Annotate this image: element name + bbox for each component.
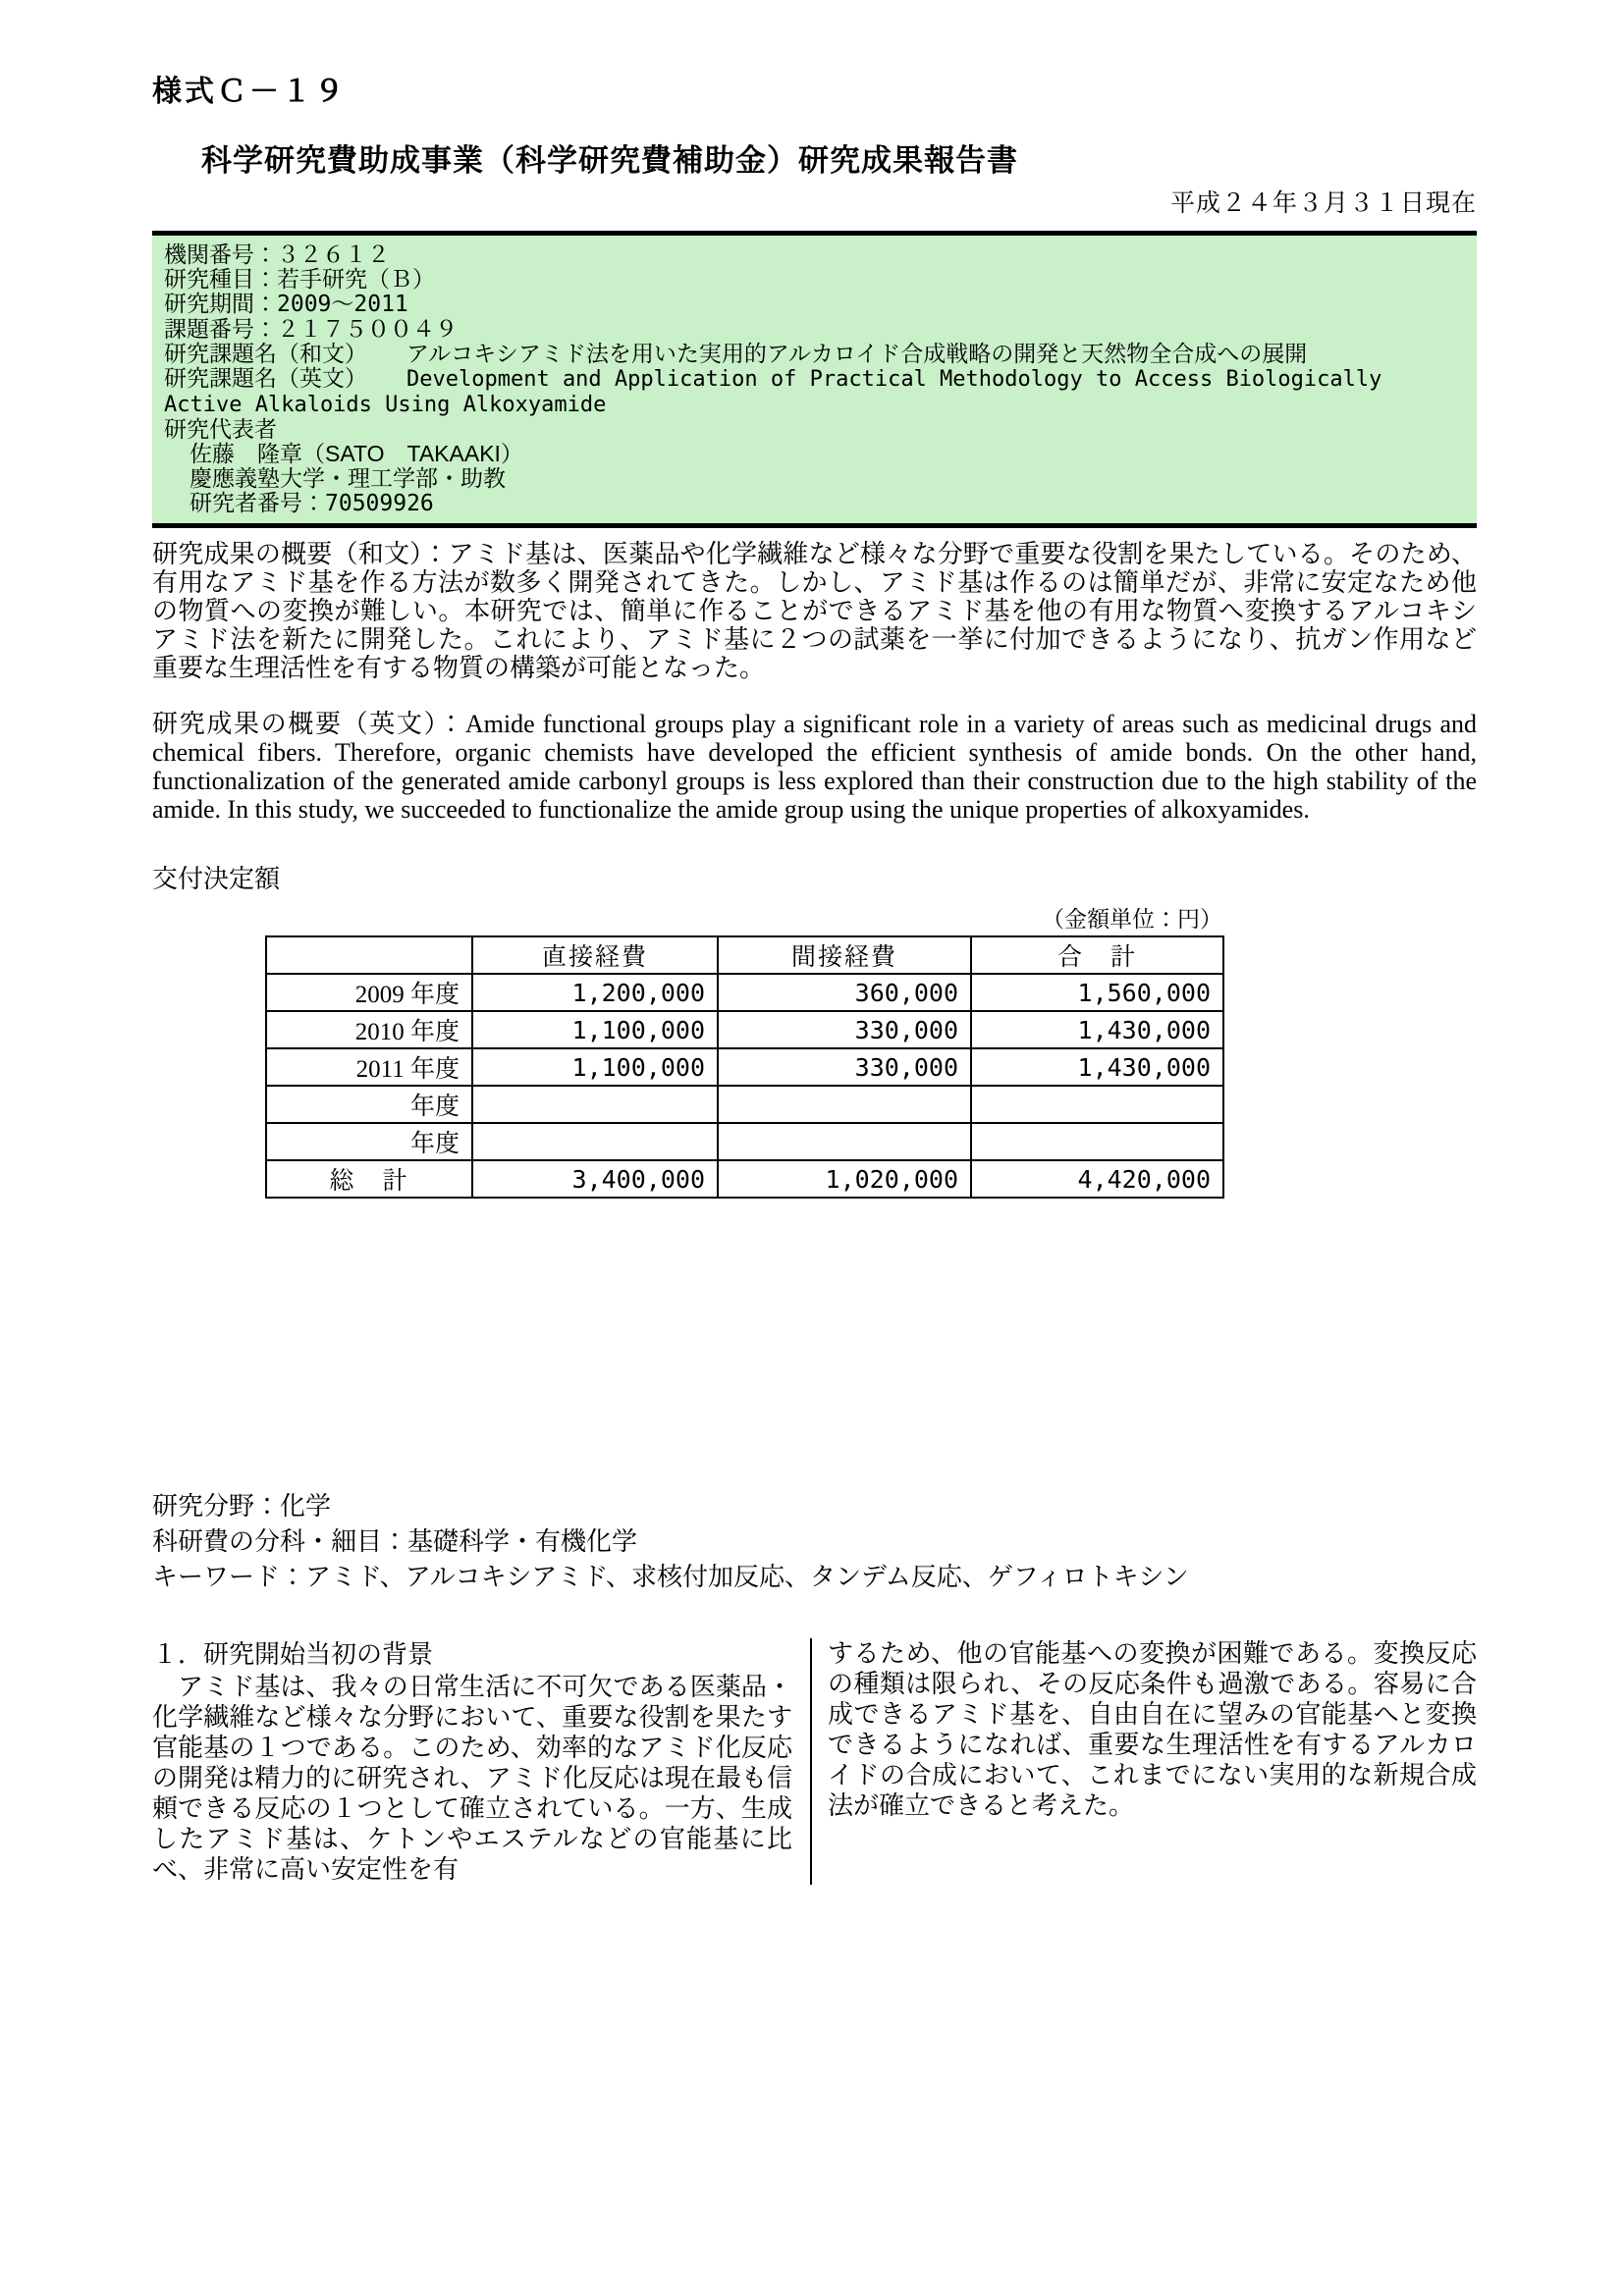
cell-indirect: 360,000 — [718, 974, 971, 1011]
section1-heading: １．研究開始当初の背景 — [152, 1640, 434, 1669]
cell-indirect: 1,020,000 — [718, 1160, 971, 1198]
research-category-line — [164, 267, 1465, 292]
cell-year: 2010 年度 — [266, 1011, 472, 1048]
project-title-en-value: Development and Application of Practical Methodology to Access Biologically Active Alkaloids Using Alkoxyamide — [164, 367, 1382, 417]
pi-heading-line: 研究代表者 — [164, 416, 277, 442]
cell-total — [971, 1086, 1223, 1123]
col-header-direct: 直接経費 — [472, 936, 718, 974]
research-period-label: 研究期間： — [164, 291, 277, 316]
cell-direct — [472, 1086, 718, 1123]
cell-corner — [266, 936, 472, 974]
research-period-line — [164, 292, 1465, 317]
org-number-line — [164, 242, 1465, 267]
org-number-label: 機関番号： — [164, 241, 277, 267]
cell-total: 4,420,000 — [971, 1160, 1223, 1198]
info-box — [152, 236, 1477, 523]
cell-year: 年度 — [266, 1123, 472, 1160]
cell-direct: 3,400,000 — [472, 1160, 718, 1198]
project-number-value: ２１７５００４９ — [277, 316, 458, 342]
project-number-line — [164, 317, 1465, 342]
summary-english-label: 研究成果の概要（英文）： — [152, 710, 465, 738]
col-header-total: 合 計 — [971, 936, 1223, 974]
table-row — [266, 1123, 1223, 1160]
meta-section — [152, 1489, 1477, 1595]
pi-affiliation-line: 慶應義塾大学・理工学部・助教 — [189, 465, 506, 491]
project-title-en-label: 研究課題名（英文） — [164, 365, 367, 391]
cell-year: 2011 年度 — [266, 1048, 472, 1086]
cell-total — [971, 1123, 1223, 1160]
cell-total: 1,560,000 — [971, 974, 1223, 1011]
cell-direct: 1,100,000 — [472, 1048, 718, 1086]
column-left — [152, 1638, 792, 1885]
unit-note: （金額単位：円） — [1042, 907, 1222, 932]
divider-bottom — [152, 523, 1477, 528]
table-row — [266, 1086, 1223, 1123]
summary-english-text: Amide functional groups play a significant role in a variety of areas such as medicinal drugs and chemical fibers. Therefore, organic chemists have developed the efficient synthesis of amide bonds. On the other hand, functionalization of the generated amide carbonyl groups is less explored than their construction due to the high stability of the amide. In this study, we succeeded to functionalize the amide group using the unique properties of alkoxyamides. — [152, 710, 1477, 824]
summary-english — [152, 710, 1477, 824]
grant-table-section — [265, 901, 1222, 1199]
cell-total: 1,430,000 — [971, 1048, 1223, 1086]
form-number: 様式Ｃ－１９ — [152, 76, 347, 108]
col-header-indirect: 間接経費 — [718, 936, 971, 974]
research-category-value: 若手研究（Ｂ） — [277, 266, 435, 292]
table-header-row — [266, 936, 1223, 974]
research-period-value: 2009～2011 — [277, 292, 408, 317]
cell-total-label: 総 計 — [266, 1160, 472, 1198]
project-title-ja-label: 研究課題名（和文） — [164, 341, 367, 366]
body-columns — [152, 1638, 1477, 1885]
cell-total: 1,430,000 — [971, 1011, 1223, 1048]
org-number-value: ３２６１２ — [277, 241, 390, 267]
document-title: 科学研究費助成事業（科学研究費補助金）研究成果報告書 — [201, 143, 1018, 178]
summary-japanese — [152, 540, 1477, 682]
cell-indirect: 330,000 — [718, 1048, 971, 1086]
meta-field-line: 研究分野：化学 — [152, 1492, 332, 1521]
pi-name-line: 佐藤 隆章（SATO TAKAAKI） — [189, 441, 523, 466]
cell-year: 2009 年度 — [266, 974, 472, 1011]
pi-number-value: 70509926 — [325, 491, 434, 516]
cell-indirect — [718, 1123, 971, 1160]
meta-subcategory-line: 科研費の分科・細目：基礎科学・有機化学 — [152, 1527, 638, 1556]
column-divider — [810, 1638, 812, 1885]
table-row — [266, 1011, 1223, 1048]
table-row — [266, 1048, 1223, 1086]
summary-japanese-label: 研究成果の概要（和文）： — [152, 540, 449, 568]
project-title-en-line — [164, 366, 1465, 417]
table-row-total — [266, 1160, 1223, 1198]
cell-direct: 1,200,000 — [472, 974, 718, 1011]
cell-direct: 1,100,000 — [472, 1011, 718, 1048]
column-right — [828, 1638, 1477, 1885]
grant-table — [265, 935, 1224, 1199]
project-title-ja-line — [164, 342, 1465, 366]
cell-indirect — [718, 1086, 971, 1123]
date-line: 平成２４年３月３１日現在 — [1169, 190, 1477, 217]
meta-keywords-line: キーワード：アミド、アルコキシアミド、求核付加反応、タンデム反応、ゲフィロトキシン — [152, 1563, 1189, 1591]
project-title-ja-value: アルコキシアミド法を用いた実用的アルカロイド合成戦略の開発と天然物全合成への展開 — [406, 341, 1308, 366]
pi-number-line — [164, 491, 1465, 516]
cell-year: 年度 — [266, 1086, 472, 1123]
section1-text-left: アミド基は、我々の日常生活に不可欠である医薬品・化学繊維など様々な分野において、重要な役割を果たす官能基の１つである。このため、効率的なアミド化反応の開発は精力的に研究され、アミド化反応は現在最も信頼できる反応の１つとして確立されている。一方、生成したアミド基は、ケトンやエステルなどの官能基に比べ、非常に高い安定性を有 — [152, 1673, 792, 1884]
cell-direct — [472, 1123, 718, 1160]
research-category-label: 研究種目： — [164, 266, 277, 292]
grant-heading: 交付決定額 — [152, 865, 281, 893]
project-number-label: 課題番号： — [164, 316, 277, 342]
table-row — [266, 974, 1223, 1011]
summary-japanese-text: アミド基は、医薬品や化学繊維など様々な分野で重要な役割を果たしている。そのため、有用なアミド基を作る方法が数多く開発されてきた。しかし、アミド基は作るのは簡単だが、非常に安定なため他の物質への変換が難しい。本研究では、簡単に作ることができるアミド基を他の有用な物質へ変換するアルコキシアミド法を新たに開発した。これにより、アミド基に２つの試薬を一挙に付加できるようになり、抗ガン作用など重要な生理活性を有する物質の構築が可能となった。 — [152, 540, 1477, 682]
pi-number-label: 研究者番号： — [189, 490, 325, 515]
section1-text-right: するため、他の官能基への変換が困難である。変換反応の種類は限られ、その反応条件も過激である。容易に合成できるアミド基を、自由自在に望みの官能基へと変換できるようになれば、重要な生理活性を有するアルカロイドの合成において、これまでにない実用的な新規合成法が確立できると考えた。 — [828, 1639, 1477, 1820]
cell-indirect: 330,000 — [718, 1011, 971, 1048]
